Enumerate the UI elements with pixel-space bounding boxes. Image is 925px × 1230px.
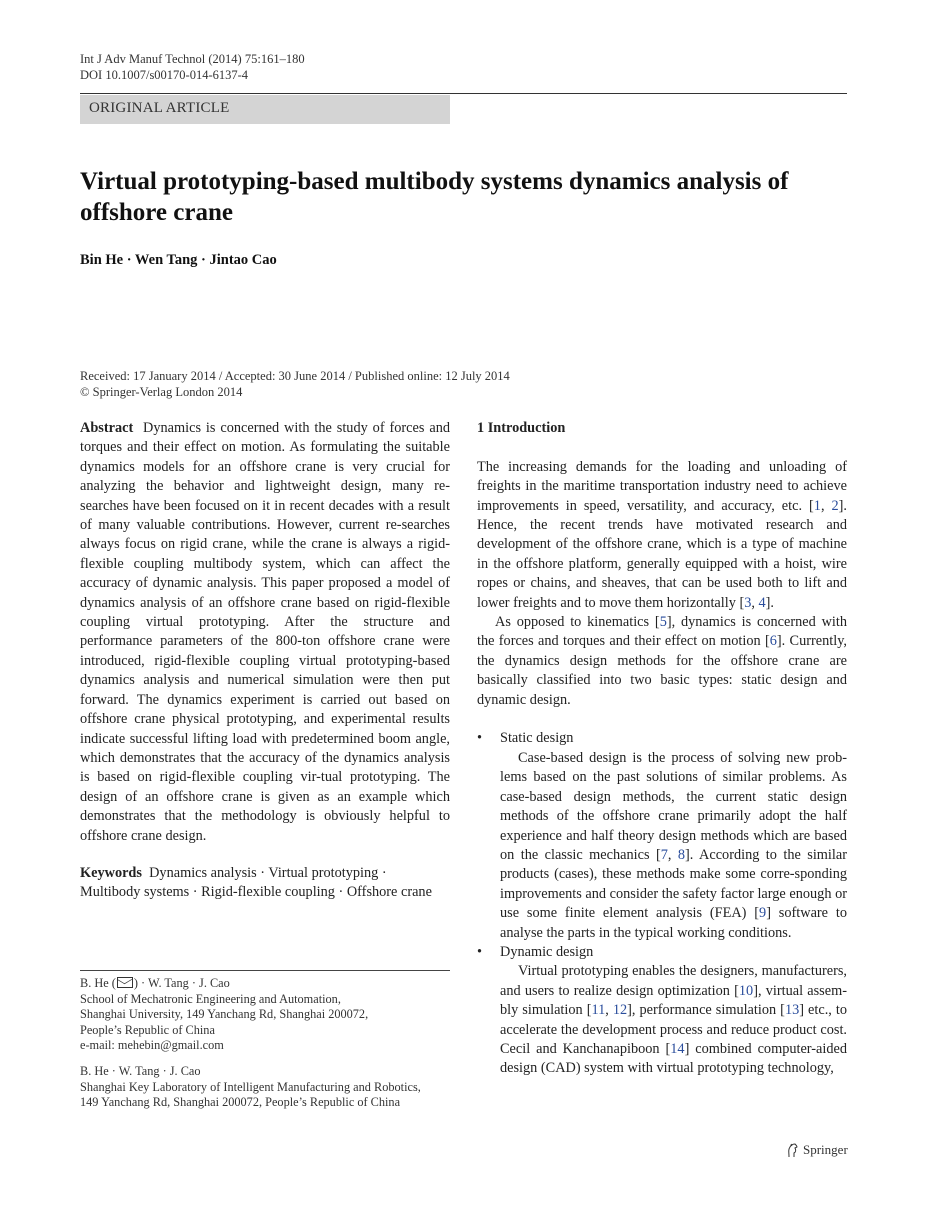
affiliation-1-line2: Shanghai University, 149 Yanchang Rd, Shanghai 200072, bbox=[80, 1007, 369, 1022]
affiliation-1-line1: School of Mechatronic Engineering and Automation, bbox=[80, 991, 341, 1006]
bullet-mark: • bbox=[477, 730, 483, 747]
bullet-title: Static design bbox=[500, 730, 574, 747]
article-type-bar bbox=[80, 95, 450, 124]
citation-link[interactable]: 14 bbox=[670, 1040, 685, 1057]
citation-link[interactable]: 1 bbox=[813, 497, 821, 514]
header-rule bbox=[80, 93, 847, 94]
journal-citation: Int J Adv Manuf Technol (2014) 75:161–180 bbox=[80, 52, 305, 66]
doi: DOI 10.1007/s00170-014-6137-4 bbox=[80, 68, 249, 82]
author-list: Bin He · Wen Tang · Jintao Cao bbox=[80, 252, 277, 268]
affiliation-rule bbox=[80, 970, 450, 971]
copyright: © Springer-Verlag London 2014 bbox=[80, 385, 243, 399]
publisher-name: Springer bbox=[803, 1142, 848, 1157]
citation-link[interactable]: 10 bbox=[738, 982, 754, 999]
keywords bbox=[80, 864, 450, 903]
abstract bbox=[80, 419, 450, 846]
article-type: ORIGINAL ARTICLE bbox=[89, 100, 230, 116]
journal-header bbox=[80, 51, 305, 83]
abstract-text: Dynamics is concerned with the study of forces and torques and their effect on motion. As formulating the suitable dynamics models for an offshore crane is very crucial for analyzing the behavior and lightweight design, many re-searches have been focused on it in recent decades with a result of many valuable contributions. However, current re-searches always focus on rigid crane, while the crane is always a rigid-flexible coupling multibody system, which can affect the accuracy of dynamic analysis. This paper proposed a model of dynamics analysis of an offshore crane based on rigid-flexible coupling virtual prototyping. After the structure and performance parameters of the 800-ton offshore crane were introduced, rigid-flexible coupling virtual prototyping-based dynamics analysis and numerical simulation were then put forward. The dynamics experiment is carried out based on offshore crane physical prototyping, and experimental results indicate successful lifting load with predetermined boom angle, which demonstrates that the accuracy of the dynamics analysis is based on rigid-flexible coupling vir-tual prototyping. The design of an offshore crane is given as an example which demonstrates that the methodology is obviously helpful to offshore crane design. bbox=[80, 420, 450, 844]
affiliation-1-authors: B. He ( ) · W. Tang · J. Cao bbox=[80, 976, 230, 990]
affiliation-2-line1: Shanghai Key Laboratory of Intelligent Manufacturing and Robotics, bbox=[80, 1079, 421, 1094]
citation-link[interactable]: 12 bbox=[612, 1002, 628, 1019]
citation-link[interactable]: 7 bbox=[660, 846, 668, 863]
citation-link[interactable]: 5 bbox=[659, 614, 667, 631]
bullet-title: Dynamic design bbox=[500, 943, 594, 960]
citation-link[interactable]: 8 bbox=[677, 846, 686, 863]
author-email[interactable]: e-mail: mehebin@gmail.com bbox=[80, 1038, 224, 1053]
bullet-body: Case-based design is the process of solving new prob-lems based on the past solutions of similar problems. As case-based design methods, the current static design methods of the offshore crane primarily adopt the half experience and half theory design methods which are based on the classic mechanics [7, 8]. According to the similar products (cases), these methods make some corre-sponding improvements and consider the safety factor large enough or use some finite element analysis (FEA) [9] software to analyse the parts in the typical working conditions. bbox=[500, 749, 847, 941]
envelope-icon bbox=[117, 977, 133, 988]
publication-dates bbox=[80, 368, 510, 400]
citation-link[interactable]: 9 bbox=[759, 905, 767, 922]
intro-paragraph-1: The increasing demands for the loading and unloading of freights in the maritime transportation industry need to achieve improvements in speed, versatility, and accuracy, etc. [1, 2]. Hence, the recent trends have motivated research and development of the offshore crane, which is a type of machine in the offshore platform, generally equipped with a hoist, wire ropes or chains, and sheaves, that can be used both to lift and lower freights and to move them horizontally [3, 4]. bbox=[477, 458, 847, 611]
keywords-text: Dynamics analysis · Virtual prototyping · Multibody systems · Rigid-flexible coupling · Offshore crane bbox=[80, 864, 432, 901]
bullet-dynamic-design bbox=[477, 943, 847, 1079]
right-column bbox=[477, 419, 847, 1079]
section-heading: 1 Introduction bbox=[477, 420, 566, 436]
left-column bbox=[80, 419, 450, 903]
bullet-mark: • bbox=[477, 943, 483, 960]
citation-link[interactable]: 11 bbox=[591, 1002, 606, 1019]
citation-link[interactable]: 2 bbox=[831, 497, 839, 514]
affiliation-1-line3: People’s Republic of China bbox=[80, 1022, 215, 1037]
citation-link[interactable]: 3 bbox=[744, 594, 752, 611]
springer-horse-icon bbox=[786, 1143, 799, 1158]
keywords-label: Keywords bbox=[80, 864, 142, 881]
history-dates: Received: 17 January 2014 / Accepted: 30 June 2014 / Published online: 12 July 2014 bbox=[80, 369, 510, 383]
bullet-body: Virtual prototyping enables the designers, manufacturers, and users to realize design optimization [10], virtual assem-bly simulation [11, 12], performance simulation [13] etc., to accelerate the development process and reduce product cost. Cecil and Kanchanapiboon [14] combined computer-aided design (CAD) system with virtual prototyping technology, bbox=[500, 963, 848, 1077]
paper-title: Virtual prototyping-based multibody systems dynamics analysis of offshore crane bbox=[80, 168, 789, 226]
intro-paragraph-2: As opposed to kinematics [5], dynamics is concerned with the forces and torques and their effect on motion [6]. Currently, the dynamics design methods for the offshore crane are basically classified into two basic types: static design and dynamic design. bbox=[477, 614, 847, 708]
affiliation-2-line2: 149 Yanchang Rd, Shanghai 200072, People’s Republic of China bbox=[80, 1095, 401, 1110]
citation-link[interactable]: 6 bbox=[769, 633, 777, 650]
affiliations bbox=[80, 976, 460, 1111]
citation-link[interactable]: 4 bbox=[758, 594, 766, 611]
affiliation-2-authors: B. He · W. Tang · J. Cao bbox=[80, 1063, 201, 1078]
publisher-footer bbox=[786, 1142, 848, 1158]
abstract-label: Abstract bbox=[80, 420, 134, 436]
citation-link[interactable]: 13 bbox=[784, 1002, 800, 1019]
bullet-static-design bbox=[477, 729, 847, 942]
